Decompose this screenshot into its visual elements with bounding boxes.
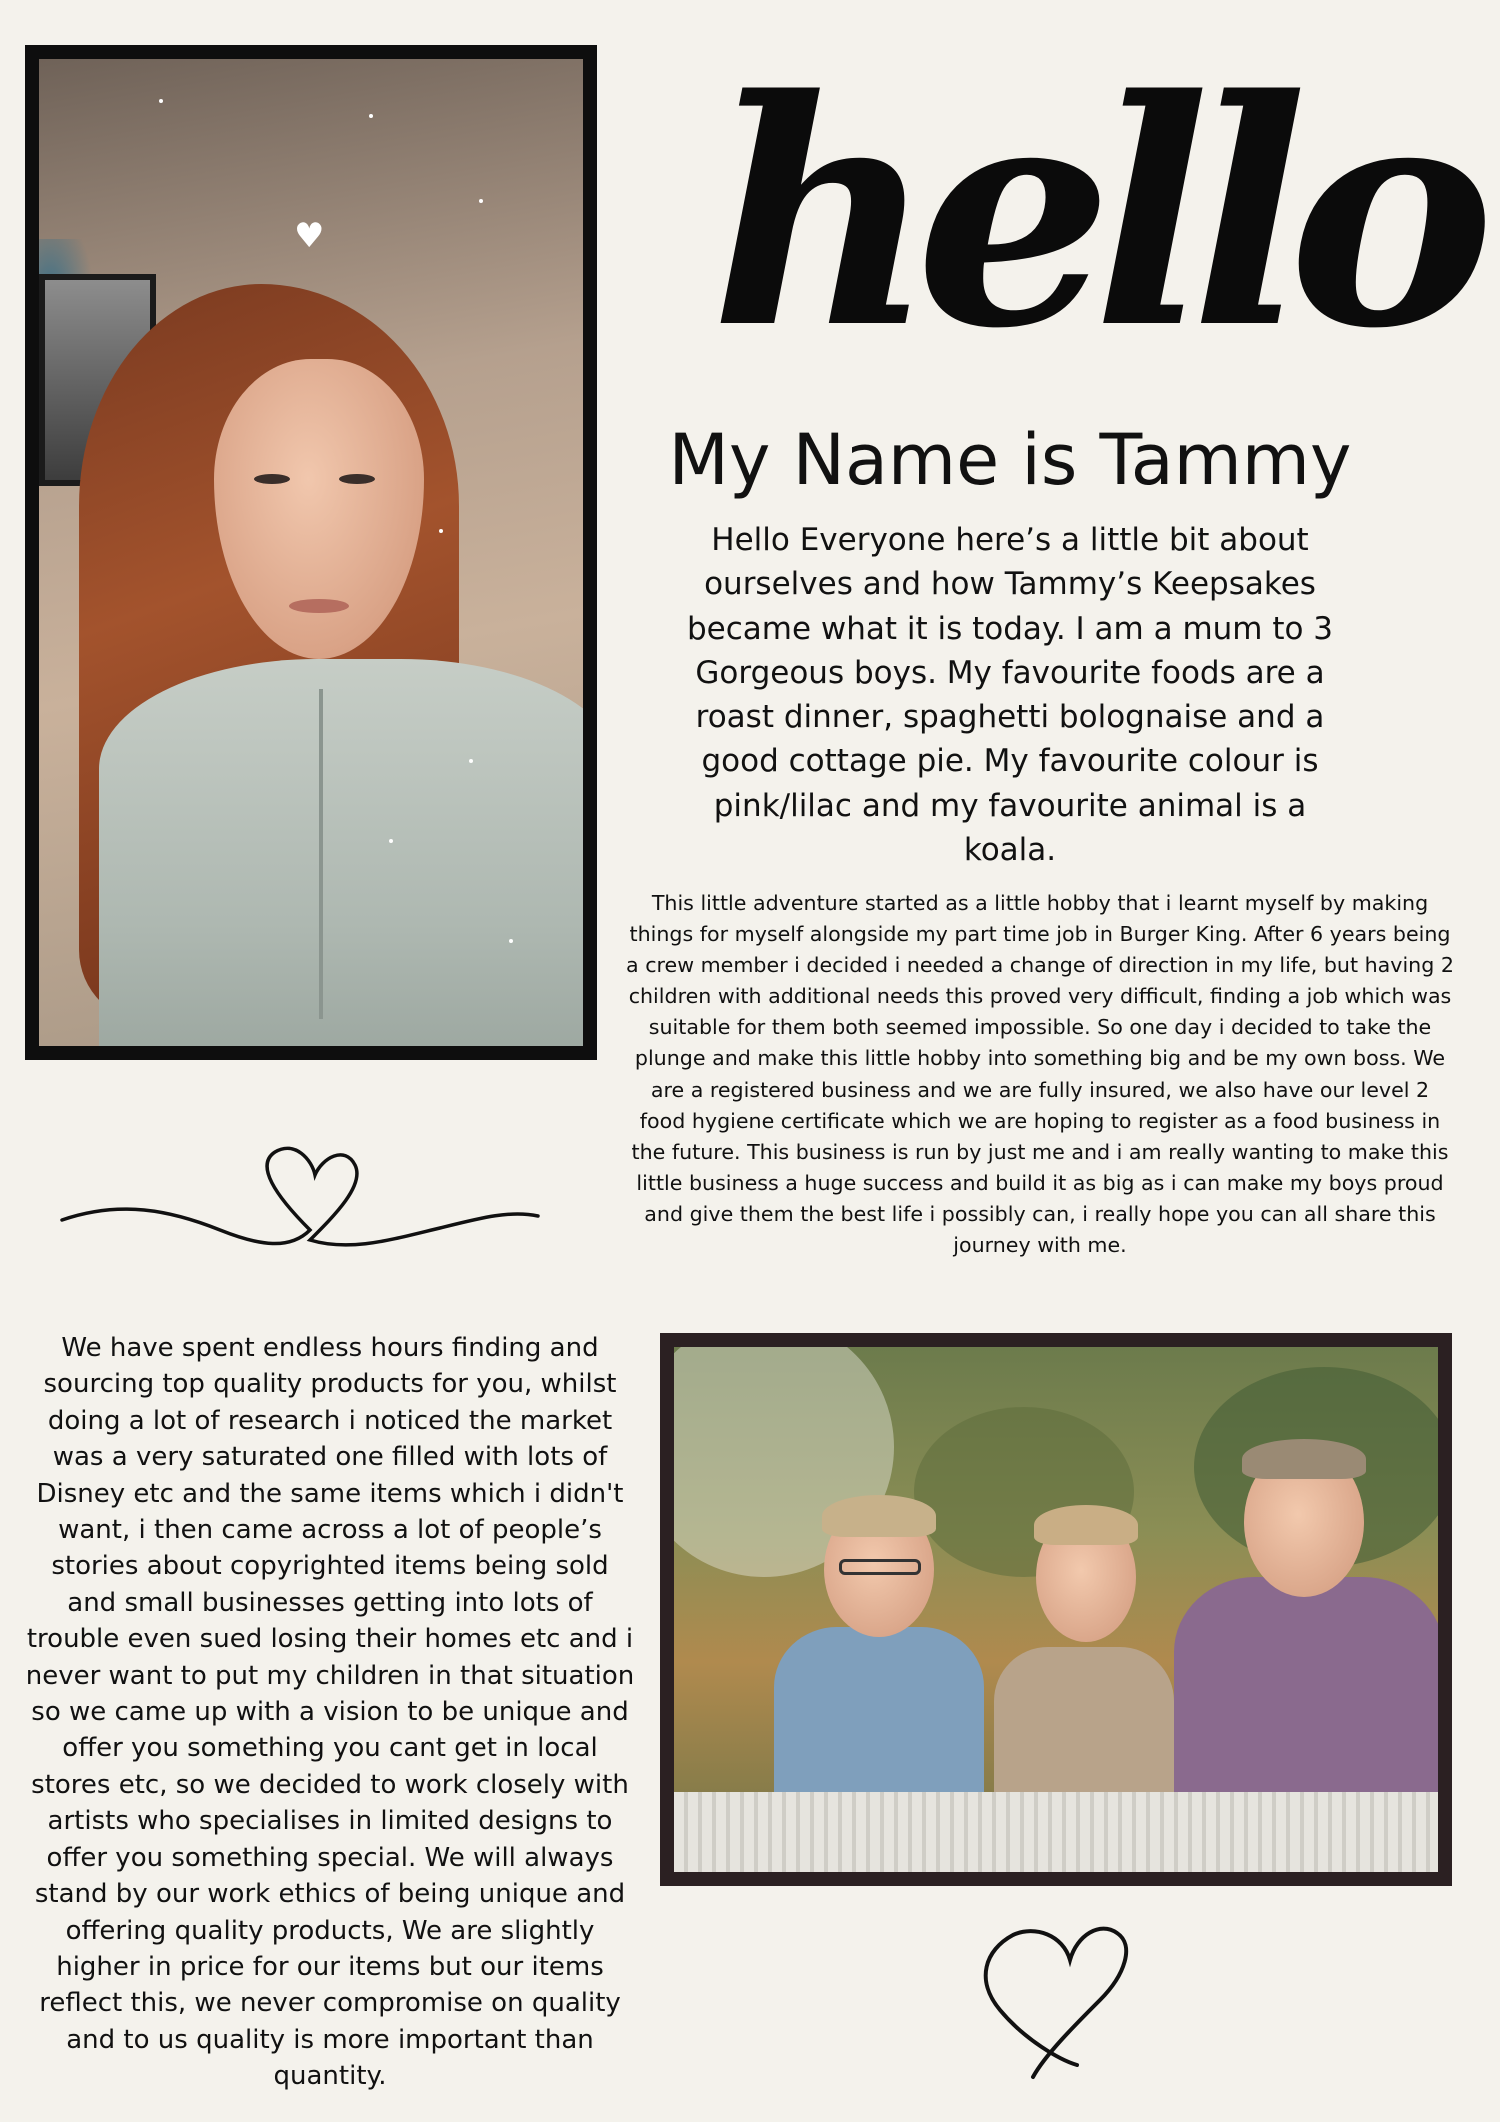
kid-right-shirt (1174, 1577, 1444, 1827)
kids-photo (674, 1347, 1438, 1872)
name-heading: My Name is Tammy (668, 419, 1352, 501)
sparkle-icon (369, 114, 373, 118)
portrait-photo (39, 59, 583, 1046)
portrait-photo-frame (25, 45, 597, 1060)
hoodie-zip (319, 689, 323, 1019)
sparkle-icon (479, 199, 483, 203)
heart-sticker-icon: ♥ (294, 216, 325, 256)
sparkle-icon (439, 529, 443, 533)
sparkle-icon (469, 759, 473, 763)
garden-fence (674, 1792, 1438, 1872)
kid-right-hair (1242, 1439, 1366, 1479)
story-paragraph: This little adventure started as a little hobby that i learnt myself by making things for myself alongside my part time job in Burger King. After 6 years being a crew member i decided i needed a change of direction in my life, but having 2 children with additional needs this proved very difficult, finding a job which was suitable for them both seemed impossible. So one day i decided to take the plunge and make this little hobby into something big and be my own boss. We are a registered business and we are fully insured, we also have our level 2 food hygiene certificate which we are hoping to register as a food business in the future. This business is run by just me and i am really wanting to make this little business a huge success and build it as big as i can make my boys proud and give them the best life i possibly can, i really hope you can all share this journey with me. (626, 891, 1454, 1258)
heart-outline-icon (965, 1905, 1145, 2085)
sparkle-icon (509, 939, 513, 943)
portrait-lips (289, 599, 349, 613)
sparkle-icon (159, 99, 163, 103)
portrait-eye-left (254, 474, 290, 484)
portrait-hoodie (99, 659, 597, 1060)
intro-paragraph: Hello Everyone here’s a little bit about ourselves and how Tammy’s Keepsakes became what it is today. I am a mum to 3 Gorgeous boys. My favourite foods are a roast dinner, spaghetti bolognaise and a good cottage pie. My favourite colour is pink/lilac and my favourite animal is a koala. (686, 522, 1334, 869)
values-paragraph: We have spent endless hours finding and sourcing top quality products for you, whilst doing a lot of research i noticed the market was a very saturated one filled with lots of Disney etc and the same items which i didn't want, i then came across a lot of people’s stories about copyrighted items being sold and small businesses getting into lots of trouble even sued losing their homes etc and i never want to put my children in that situation so we came up with a vision to be unique and offer you something you cant get in local stores etc, so we decided to work closely with artists who specialises in limited designs to offer you something special. We will always stand by our work ethics of being unique and offering quality products, We are slightly higher in price for our items but our items reflect this, we never compromise on quality and to us quality is more important than quantity. (25, 1333, 635, 2092)
sparkle-icon (389, 839, 393, 843)
kids-photo-frame (660, 1333, 1452, 1886)
kid-middle-hair (1034, 1505, 1138, 1545)
portrait-eye-right (339, 474, 375, 484)
glasses-icon (839, 1559, 921, 1575)
hello-title: hello (710, 33, 1475, 397)
heart-flourish-icon (60, 1140, 540, 1260)
kid-left-hair (822, 1495, 936, 1537)
